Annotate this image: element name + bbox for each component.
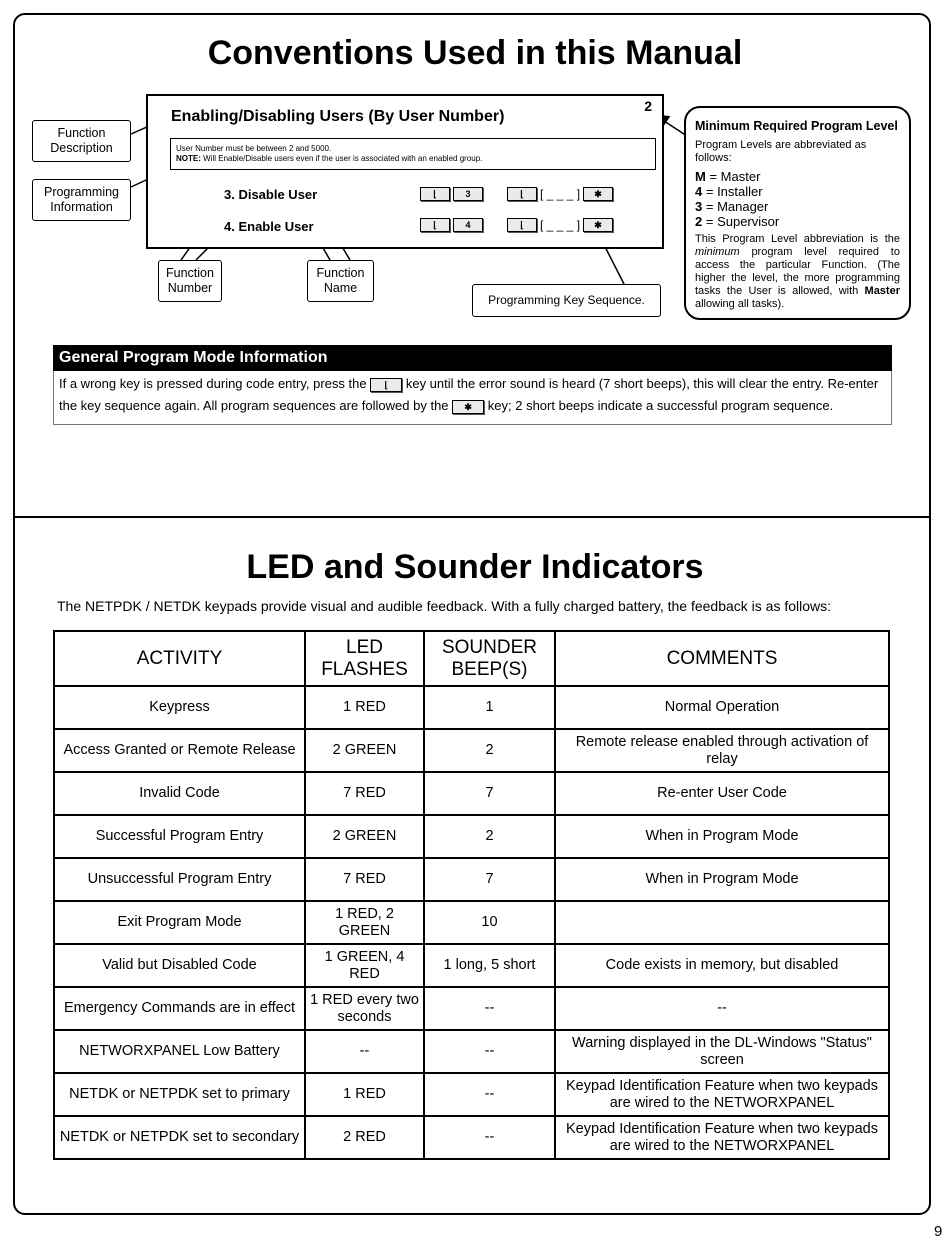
- comments-cell: When in Program Mode: [555, 815, 889, 858]
- gpm-body: If a wrong key is pressed during code entry, press the ⌊ key until the error sound is heard (7 short beeps), this will clear the entry. Re-enter the key sequence again. All program sequences are followed by the ✱ key; 2 short beeps indicate a successful program sequence.: [53, 371, 892, 425]
- callout-key-sequence: Programming Key Sequence.: [472, 284, 661, 317]
- led-cell: 2 RED: [305, 1116, 424, 1159]
- example-function-box: [146, 94, 664, 249]
- digit-key: 3: [453, 187, 483, 201]
- level-item: 3 = Manager: [695, 199, 769, 214]
- function-enable-user: 4. Enable User: [224, 219, 314, 234]
- led-intro: The NETPDK / NETDK keypads provide visual and audible feedback. With a fully charged battery, the feedback is as follows:: [57, 598, 832, 614]
- function-disable-user: 3. Disable User: [224, 187, 318, 202]
- activity-cell: Emergency Commands are in effect: [54, 987, 305, 1030]
- sounder-cell: --: [424, 1073, 555, 1116]
- comments-cell: When in Program Mode: [555, 858, 889, 901]
- table-row: [54, 901, 889, 944]
- sounder-cell: 7: [424, 858, 555, 901]
- comments-cell: Re-enter User Code: [555, 772, 889, 815]
- comments-cell: [555, 901, 889, 944]
- program-key-icon: ⌊: [507, 187, 537, 201]
- comments-cell: --: [555, 987, 889, 1030]
- example-heading: Enabling/Disabling Users (By User Number): [171, 108, 505, 125]
- col-led-flashes: LED FLASHES: [305, 631, 424, 686]
- callout-function-number: Function Number: [158, 260, 222, 302]
- gpm-header: General Program Mode Information: [53, 345, 892, 371]
- level-item: 4 = Installer: [695, 184, 763, 199]
- digit-key: 4: [453, 218, 483, 232]
- info-line: User Number must be between 2 and 5000.: [176, 144, 332, 153]
- activity-cell: NETDK or NETPDK set to secondary: [54, 1116, 305, 1159]
- table-row: [54, 729, 889, 772]
- activity-cell: Exit Program Mode: [54, 901, 305, 944]
- led-cell: 1 RED, 2 GREEN: [305, 901, 424, 944]
- sounder-cell: 10: [424, 901, 555, 944]
- led-title: LED and Sounder Indicators: [246, 548, 704, 586]
- col-activity: ACTIVITY: [54, 631, 305, 686]
- table-row: [54, 987, 889, 1030]
- callout-function-description: Function Description: [32, 120, 131, 162]
- activity-cell: NETDK or NETPDK set to primary: [54, 1073, 305, 1116]
- comments-cell: Normal Operation: [555, 686, 889, 729]
- sounder-cell: --: [424, 987, 555, 1030]
- led-cell: 1 RED: [305, 1073, 424, 1116]
- led-cell: --: [305, 1030, 424, 1073]
- star-key-icon: ✱: [583, 218, 613, 232]
- sounder-cell: 1 long, 5 short: [424, 944, 555, 987]
- level-item: M = Master: [695, 169, 761, 184]
- table-header-row: [54, 631, 889, 686]
- activity-cell: Access Granted or Remote Release: [54, 729, 305, 772]
- led-cell: 7 RED: [305, 858, 424, 901]
- led-cell: 2 GREEN: [305, 729, 424, 772]
- note-label: NOTE:: [176, 154, 201, 163]
- led-cell: 7 RED: [305, 772, 424, 815]
- program-key-icon: ⌊: [507, 218, 537, 232]
- program-level-description: This Program Level abbreviation is the minimum program level required to access the particular Function. (The higher the level, the more programming tasks the User is allowed, with Master allowing all tasks).: [695, 233, 900, 310]
- activity-cell: Valid but Disabled Code: [54, 944, 305, 987]
- comments-cell: Remote release enabled through activation of relay: [555, 729, 889, 772]
- user-number-placeholder: [ _ _ _ ]: [540, 187, 581, 201]
- sounder-cell: 2: [424, 815, 555, 858]
- star-key-icon: ✱: [452, 400, 484, 414]
- table-row: [54, 858, 889, 901]
- table-row: [54, 1030, 889, 1073]
- table-row: [54, 772, 889, 815]
- sounder-cell: --: [424, 1030, 555, 1073]
- comments-cell: Keypad Identification Feature when two keypads are wired to the NETWORXPANEL: [555, 1073, 889, 1116]
- table-row: [54, 686, 889, 729]
- program-level-title: Minimum Required Program Level: [695, 119, 898, 133]
- table-row: [54, 944, 889, 987]
- activity-cell: NETWORXPANEL Low Battery: [54, 1030, 305, 1073]
- program-level-list: [695, 169, 900, 229]
- callout-function-name: Function Name: [307, 260, 374, 302]
- comments-cell: Code exists in memory, but disabled: [555, 944, 889, 987]
- col-comments: COMMENTS: [555, 631, 889, 686]
- comments-cell: Warning displayed in the DL-Windows "Status" screen: [555, 1030, 889, 1073]
- program-key-icon: ⌊: [370, 378, 402, 392]
- conventions-title: Conventions Used in this Manual: [207, 34, 743, 72]
- col-sounder-beeps: SOUNDER BEEP(S): [424, 631, 555, 686]
- sounder-cell: 2: [424, 729, 555, 772]
- activity-cell: Invalid Code: [54, 772, 305, 815]
- comments-cell: Keypad Identification Feature when two keypads are wired to the NETWORXPANEL: [555, 1116, 889, 1159]
- note-line: [176, 154, 650, 164]
- key-sequence-disable: [420, 187, 613, 201]
- led-cell: 1 GREEN, 4 RED: [305, 944, 424, 987]
- program-level-box: [684, 106, 911, 320]
- activity-cell: Successful Program Entry: [54, 815, 305, 858]
- user-number-placeholder: [ _ _ _ ]: [540, 218, 581, 232]
- page-number: 9: [934, 1223, 943, 1240]
- led-table: [53, 630, 890, 1160]
- led-cell: 1 RED every two seconds: [305, 987, 424, 1030]
- level-item: 2 = Supervisor: [695, 214, 780, 229]
- note-text: Will Enable/Disable users even if the user is associated with an enabled group.: [203, 154, 483, 163]
- program-key-icon: ⌊: [420, 187, 450, 201]
- led-cell: 2 GREEN: [305, 815, 424, 858]
- table-row: [54, 1116, 889, 1159]
- program-level-intro: Program Levels are abbreviated as follows:: [695, 139, 867, 164]
- activity-cell: Unsuccessful Program Entry: [54, 858, 305, 901]
- program-key-icon: ⌊: [420, 218, 450, 232]
- activity-cell: Keypress: [54, 686, 305, 729]
- table-row: [54, 1073, 889, 1116]
- key-sequence-enable: [420, 218, 613, 232]
- table-row: [54, 815, 889, 858]
- sounder-cell: 7: [424, 772, 555, 815]
- led-cell: 1 RED: [305, 686, 424, 729]
- sounder-cell: --: [424, 1116, 555, 1159]
- callout-programming-information: Programming Information: [32, 179, 131, 221]
- sounder-cell: 1: [424, 686, 555, 729]
- star-key-icon: ✱: [583, 187, 613, 201]
- programming-information-box: [170, 138, 656, 170]
- program-level-badge: 2: [644, 98, 652, 114]
